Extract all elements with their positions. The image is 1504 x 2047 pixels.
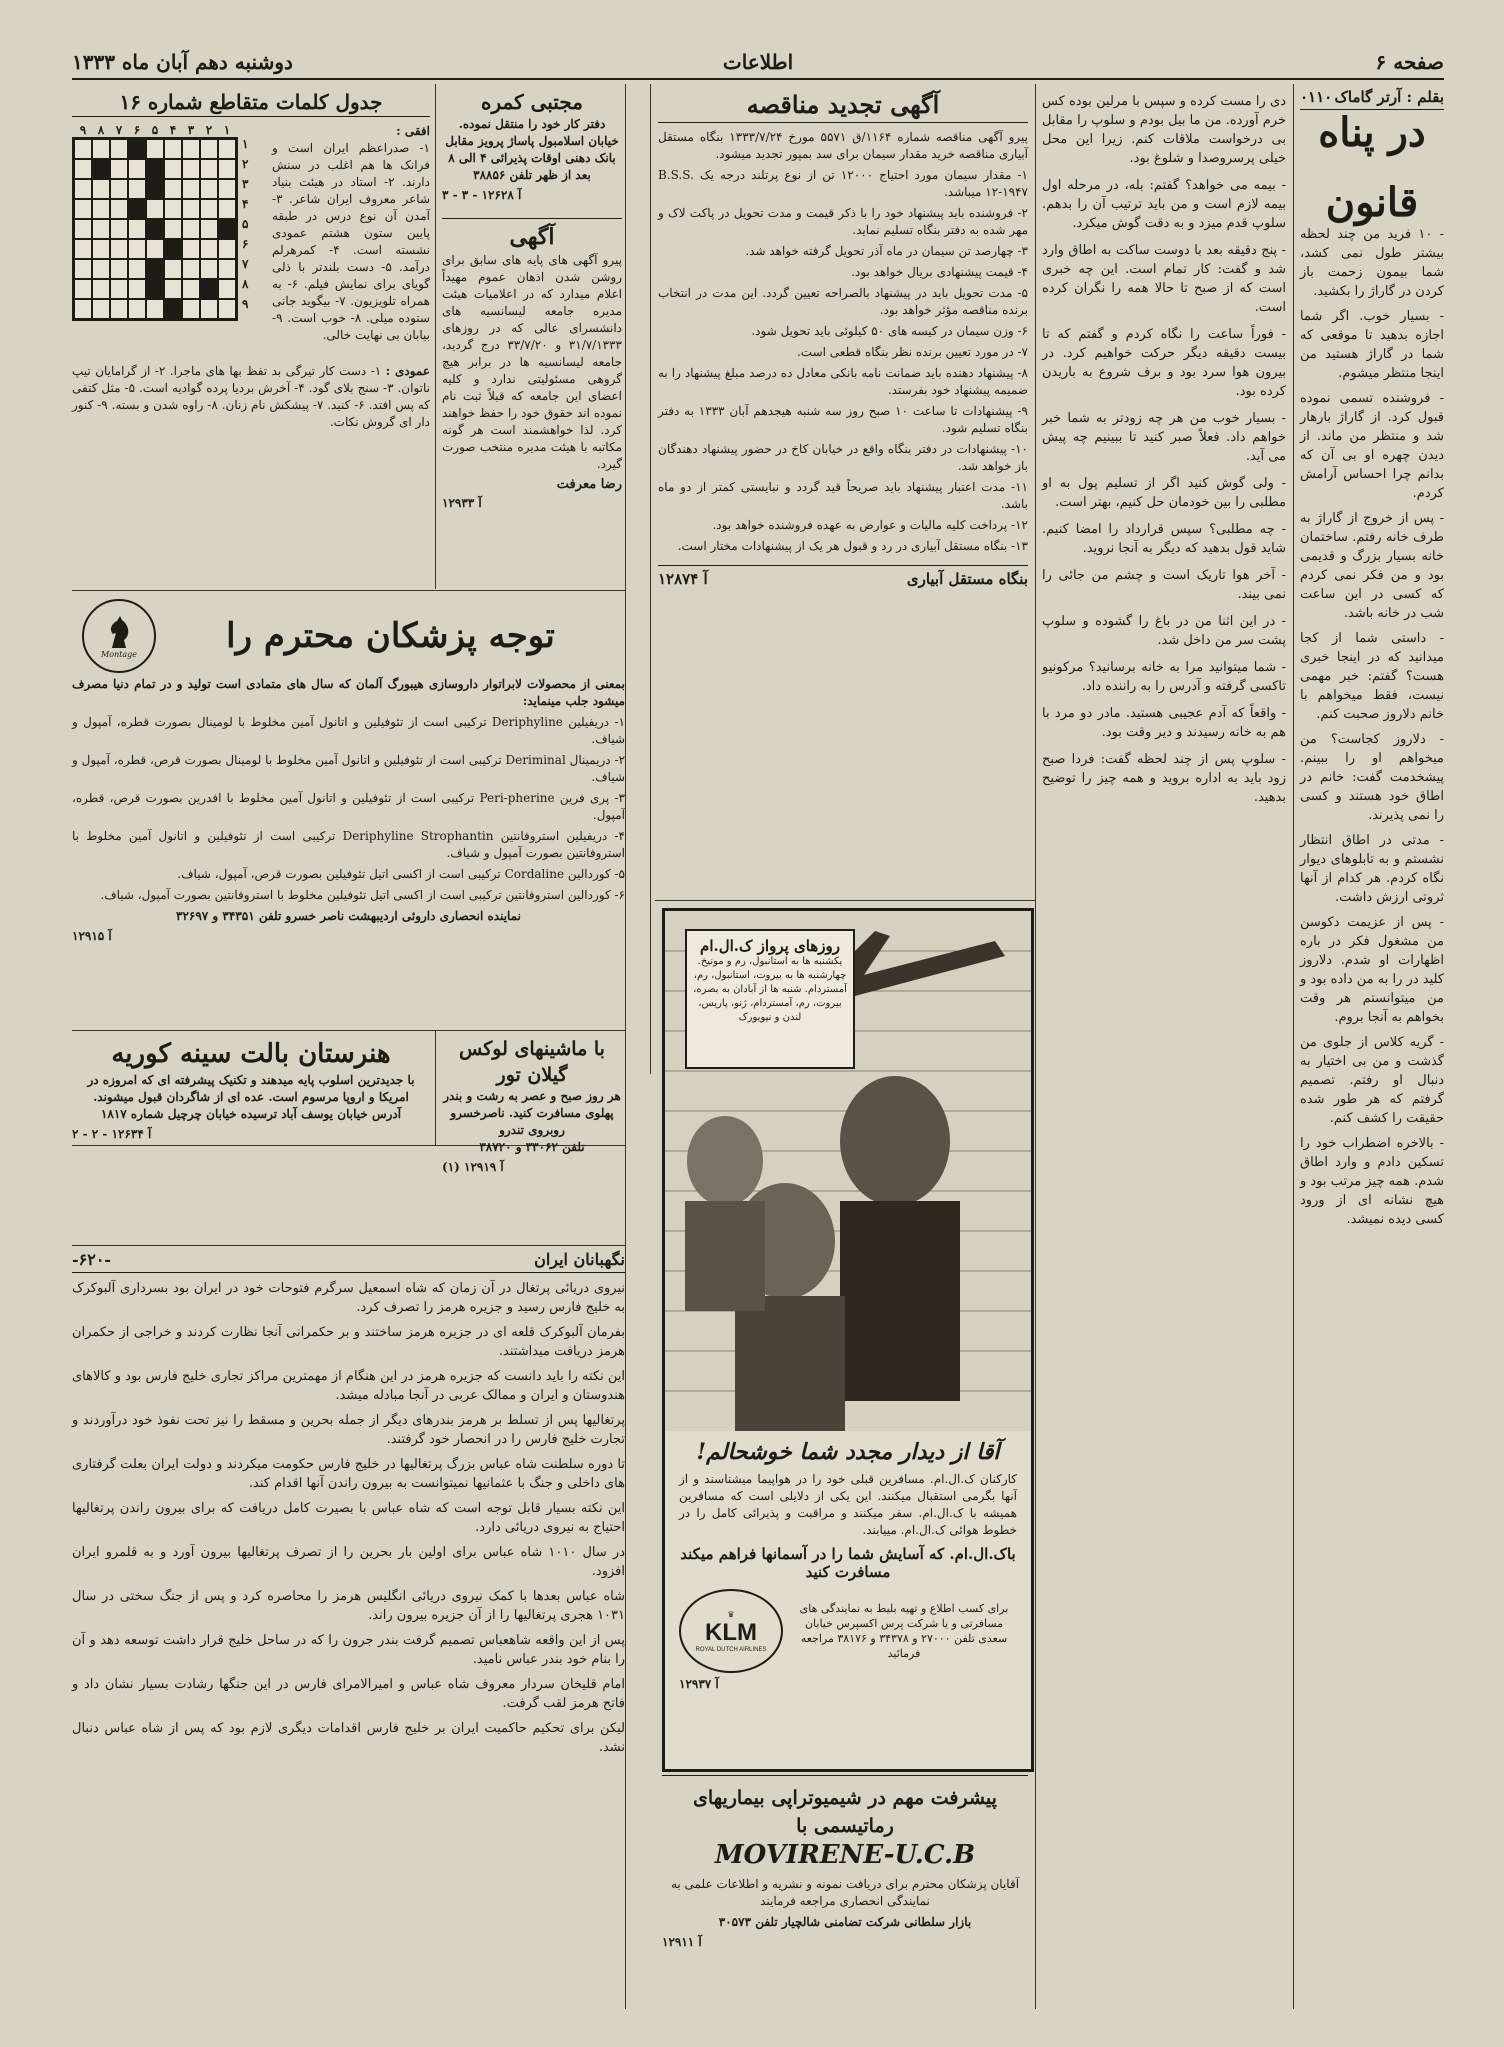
issue-date: دوشنبه دهم آبان ماه ۱۳۳۳	[72, 50, 293, 74]
crossword-cell[interactable]	[200, 179, 218, 199]
crossword-cell[interactable]	[110, 219, 128, 239]
paragraph: - پس از عزیمت دکوسن من مشغول فکر در باره اظهارات او شدم. دلاروز کلید در را به من داده بود و من میتوانستم هر وقت بخواهم به آنجا بروم.	[1300, 915, 1444, 1025]
crossword-col-number: ۵	[151, 123, 159, 137]
across-clues: ۱- صدراعظم ایران است و فرانک ها هم اغلب در سنش دارند. ۲- استاد در هیئت بنیاد شاعر معروف ایران شاعر. ۳- آمدن آن نوع درس در طبقه پایین ستون هشتم عمودی نشسته است. ۴- کمرهرلم درآمد. ۵- دست بلندتر با ذلی گویای برای نمایش فیلم. ۶- به همراه تلویزیون. ۷- بیگوید جانی ستوده میلی. ۸- خوب است. ۹- بیابان بی نهایت خالی.	[272, 141, 431, 342]
paragraph: در سال ۱۰۱۰ شاه عباس برای اولین بار بحرین را از تصرف پرتغالیها بیرون آورد و به قلمرو ایران افزود.	[72, 1545, 625, 1579]
klm-ref: آ ۱۲۹۳۷	[679, 1677, 719, 1691]
page-header	[72, 48, 1444, 80]
crossword-cell[interactable]	[110, 159, 128, 179]
physicians-intro: بمعنی از محصولات لابراتوار داروسازی هیبورگ آلمان که سال های متمادی است تولید و در تمام دنیا مصرف میشود جلب مینماید:	[72, 677, 625, 708]
crossword-cell[interactable]	[200, 219, 218, 239]
article-number: -۶۲۰-	[72, 1250, 112, 1269]
crossword-cell[interactable]	[200, 259, 218, 279]
crossword-col-number: ۳	[187, 123, 195, 137]
crossword-cell[interactable]	[218, 139, 236, 159]
paragraph: پرتغالیها پس از تسلط بر هرمز بندرهای دیگر از جمله بحرین و مسقط را نیز تحت نفوذ خود درآوردند و تجارت خلیج فارس را در انحصار خود گرفتند.	[72, 1413, 625, 1447]
cars-ad	[442, 1036, 622, 1174]
crossword-cell[interactable]	[128, 199, 146, 219]
tender-item: ۱۰- پیشنهادات در دفتر بنگاه واقع در خیابان کاخ در حضور پیشنهاد دهندگان باز خواهد شد.	[658, 442, 1028, 473]
crossword-cell[interactable]	[200, 139, 218, 159]
crossword-row-number: ۶	[242, 237, 249, 251]
crossword-cell[interactable]	[110, 139, 128, 159]
crossword-row-number: ۸	[242, 277, 249, 291]
crossword-cell[interactable]	[182, 259, 200, 279]
paragraph: - واقعاً که آدم عجیبی هستید. مادر دو مرد با هم به خانه رسیدند و دیر وقت بود.	[1042, 706, 1286, 740]
klm-logo	[679, 1589, 783, 1673]
klm-slogan: آقا از دیدار مجدد شما خوشحالم!	[696, 1439, 1000, 1465]
crossword-cell[interactable]	[74, 199, 92, 219]
crossword-cell[interactable]	[146, 199, 164, 219]
history-article	[72, 1250, 625, 2005]
crossword-cell[interactable]	[74, 139, 92, 159]
paragraph: - چه مطلبی؟ سپس قرارداد را امضا کنیم. شاید قول بدهید که دیگر به آنجا نروید.	[1042, 522, 1286, 556]
crossword-col-number: ۷	[115, 123, 123, 137]
paragraph: - فوراً ساعت را نگاه کردم و گفتم که تا بیست دقیقه دیگر حرکت خواهیم کرد. در بیرون هوا سرد بود و برف شروع به باریدن کرده بود.	[1042, 327, 1286, 399]
ballet-text: با جدیدترین اسلوب پایه میدهند و تکنیک پیشرفته ای که امروزه در امریکا و اروپا مرسوم است. عده ای از شاگردان قبول میشوند.	[87, 1073, 415, 1104]
crossword-cell[interactable]	[146, 179, 164, 199]
serial-number: ۰۱۱۰	[1300, 88, 1333, 106]
paragraph: - بالاخره اضطراب خود را تسکین دادم و وارد اطاق شدم. همه چیز مرتب بود و هیچ نشانه ای از ورود کسی دیده نمیشد.	[1300, 1136, 1444, 1227]
klm-logo-text: KLM	[705, 1618, 757, 1646]
story-text	[1300, 225, 1444, 1229]
movirene-title-en: MOVIRENE-U.C.B	[714, 1840, 976, 1870]
tender-item: ۳- چهارصد تن سیمان در ماه آذر تحویل گرفته خواهد شد.	[745, 244, 1028, 258]
klm-ad	[662, 908, 1034, 1772]
section-rule	[72, 590, 625, 591]
crossword-cell[interactable]	[74, 239, 92, 259]
crossword-cell[interactable]	[110, 179, 128, 199]
tender-item: ۱۲- پرداخت کلیه مالیات و عوارض به عهده فروشنده خواهد بود.	[712, 518, 1028, 532]
tender-signature: بنگاه مستقل آبیاری	[906, 570, 1028, 588]
crossword-row-number: ۷	[242, 257, 249, 271]
drug-item: ۱- دریفیلین Deriphyline ترکیبی است از تئوفیلین و اتانول آمین مخلوط با لومینال بصورت قطره، آمپول و شیاف.	[72, 715, 625, 746]
crossword-grid[interactable]	[72, 137, 238, 321]
tender-item: ۴- قیمت پیشنهادی بریال خواهد بود.	[851, 265, 1028, 279]
crossword-cell[interactable]	[146, 279, 164, 299]
crossword-col-number: ۲	[205, 123, 213, 137]
ballet-address: آدرس خیابان یوسف آباد ترسیده خیابان چرچیل شماره ۱۸۱۷	[100, 1107, 402, 1121]
cars-phones: تلفن ۳۳۰۶۲ و ۳۸۷۲۰	[479, 1140, 585, 1154]
notice-signature: رضا معرفت	[556, 477, 622, 492]
association-notice	[442, 222, 622, 587]
notice-text: پیرو آگهی های پایه های سابق برای روشن شدن اذهان عموم مهیداً اعلام میدارد که در اعلامیات هیئت مدیره جامعه لیسانسیه های دانشسرای عالی که در روزهای ۳۱/۷/۱۳۳۳ و ۳۳/۷/۲۰ درج گردید، جامعه لیسانسیه ها در برابر هیچ گروهی مسئولیتی ندارد و کلیه اعضای این جامعه که قبلاً ثبت نام نموده اند حقوق خود را حفظ خواهند کرد. لذا خواهشمند است هر گونه مکاتبه با هیئت مدیره منتخب صورت گیرد.	[442, 253, 622, 471]
paragraph: - مدتی در اطاق انتظار نشستم و به تابلوهای دیوار نگاه کردم. هر کدام از آنها ثروتی ارزش داشت.	[1300, 833, 1444, 905]
cars-title: با ماشینهای لوکس گیلان تور	[459, 1038, 605, 1086]
crossword-col-number: ۱	[223, 123, 231, 137]
crossword-cell[interactable]	[164, 219, 182, 239]
movirene-text: آقایان پزشکان محترم برای دریافت نمونه و نشریه و اطلاعات علمی به نمایندگی انحصاری مراجعه فرمایند	[670, 1877, 1020, 1908]
crossword-cell[interactable]	[110, 259, 128, 279]
paragraph: نیروی دریائی پرتغال در آن زمان که شاه اسمعیل سرگرم فتوحات خود در ایران بود بسرداری آلبوکرک به خلیج فارس رسید و جزیره هرمز را تصرف کرد.	[72, 1281, 625, 1315]
section-rule	[655, 900, 1035, 901]
crossword-cell[interactable]	[218, 219, 236, 239]
across-title: افقی :	[396, 124, 430, 138]
crossword-col-number: ۴	[169, 123, 177, 137]
cars-text: هر روز صبح و عصر به رشت و بندر پهلوی مسافرت کنید. ناصرخسرو روبروی تندرو	[443, 1089, 621, 1137]
crossword-row-number: ۱	[242, 137, 249, 151]
movirene-address: بازار سلطانی شرکت تضامنی شالچیار تلفن ۳۰۵۷۳	[718, 1915, 972, 1929]
crossword-cell[interactable]	[218, 279, 236, 299]
crossword-cell[interactable]	[74, 219, 92, 239]
paragraph: - آخر هوا تاریک است و چشم من جائی را نمی بیند.	[1042, 568, 1286, 602]
serial-continuation	[1042, 92, 1286, 2007]
klm-contact: برای کسب اطلاع و تهیه بلیط به نمایندگی های مسافرتی و یا شرکت پرس اکسپرس خیابان سعدی تلفن ۲۷۰۰۰ و ۳۴۳۷۸ و ۳۸۱۷۶ مراجعه فرمائید	[799, 1602, 1009, 1660]
paragraph: - فروشنده تسمی نموده قبول کرد. از گاراژ بارهار شد و منتظر من ماند. از دیدن چهره او بی آن که بدانم چرا احساس آرامش کردم.	[1300, 391, 1444, 501]
crossword-cell[interactable]	[200, 239, 218, 259]
crossword-cell[interactable]	[146, 159, 164, 179]
crossword-cell[interactable]	[200, 199, 218, 219]
byline: بقلم : آرتر گاماک	[1334, 88, 1444, 106]
flight-days-box	[685, 929, 855, 1069]
crossword-cell[interactable]	[92, 159, 110, 179]
tender-title: آگهی تجدید مناقصه	[658, 88, 1028, 123]
crossword-cell[interactable]	[128, 219, 146, 239]
section-rule	[72, 1030, 625, 1031]
crossword-cell[interactable]	[146, 219, 164, 239]
newspaper-name: اطلاعات	[722, 50, 794, 74]
page-number: صفحه ۶	[1375, 50, 1444, 74]
studio-title: مجتبی کمره	[481, 90, 583, 114]
article-title: نگهبانان ایران	[534, 1250, 625, 1269]
physicians-ad	[72, 596, 625, 1026]
crossword-cell[interactable]	[74, 279, 92, 299]
klm-tagline: باک.ال.ام. که آسایش شما را در آسمانها فراهم میکند مسافرت کنید	[680, 1545, 1016, 1581]
crossword-row-number: ۲	[242, 157, 249, 171]
paragraph: - شما میتوانید مرا به خانه برسانید؟ مرکونیو تاکسی گرفته و آدرس را به راننده داد.	[1042, 660, 1286, 694]
paragraph: - در این اثنا من در باغ را گشوده و سلوپ پشت سر من داخل شد.	[1042, 614, 1286, 648]
crossword-col-number: ۸	[97, 123, 105, 137]
paragraph: بفرمان آلبوکرک قلعه ای در جزیره هرمز ساختند و بر حکمرانی آنجا نظارت کردند و خراجی از حکمران هرمز دریافت میداشتند.	[72, 1325, 625, 1359]
crossword-cell[interactable]	[164, 299, 182, 319]
crossword-cell[interactable]	[164, 139, 182, 159]
crossword-cell[interactable]	[182, 159, 200, 179]
crossword-cell[interactable]	[146, 239, 164, 259]
paragraph: پس از این واقعه شاهعباس تصمیم گرفت بندر جرون را که در ساحل خلیج قرار داشت توسعه دهد و آن را بنام خود بندر عباس نامید.	[72, 1633, 625, 1667]
crossword-row-number: ۹	[242, 297, 249, 311]
column-rule	[435, 1030, 436, 1145]
crossword-cell[interactable]	[92, 139, 110, 159]
crossword-cell[interactable]	[128, 159, 146, 179]
paragraph: لیکن برای تحکیم حاکمیت ایران بر خلیج فارس اقدامات دیگری لازم بود که پس از شاه عباس دنبال نشد.	[72, 1721, 625, 1755]
crossword-cell[interactable]	[128, 139, 146, 159]
story-title: در پناه قانون	[1318, 108, 1426, 226]
section-rule	[72, 1245, 625, 1246]
manufacturer-logo	[82, 599, 156, 673]
crossword-cell[interactable]	[164, 159, 182, 179]
crossword-cell[interactable]	[74, 259, 92, 279]
crossword-cell[interactable]	[164, 239, 182, 259]
paragraph: - بسیار خوب من هر چه زودتر به شما خبر خواهم داد. فعلاً صبر کنید تا ببینیم چه پیش می آید.	[1042, 411, 1286, 464]
paragraph: - سلوپ پس از چند لحظه گفت: فردا صبح زود باید به اداره بروید و همه چیز را توضیح بدهید.	[1042, 752, 1286, 805]
paragraph: - بیمه می خواهد؟ گفتم: بله، در مرحله اول بیمه لازم است و من باید ترتیب آن را بدهم. سلوپ قدم میزد و به دقت گوش میکرد.	[1042, 178, 1286, 231]
ballet-title: هنرستان بالت سینه کوریه	[111, 1039, 391, 1069]
notice-ref: آ ۱۲۹۳۳	[442, 496, 482, 510]
paragraph: - گریه کلاس از جلوی من گذشت و من بی اختیار به دنبال او رفتم. تصمیم گرفتم که هر طور شده حقیقت را کشف کنم.	[1300, 1035, 1444, 1126]
crossword-cell[interactable]	[128, 179, 146, 199]
tender-item: ۱- مقدار سیمان مورد احتیاج ۱۲۰۰۰ تن از نوع پرتلند درجه یک B.S.S. ۱۲-۱۹۴۷ میباشد.	[658, 168, 1028, 199]
crossword-cell[interactable]	[92, 299, 110, 319]
column-rule	[650, 84, 651, 1074]
crossword-cell[interactable]	[164, 279, 182, 299]
crossword-grid-wrap	[72, 123, 262, 321]
tender-item: ۱۱- مدت اعتبار پیشنهاد باید صریحاً قید گردد و نبایستی کمتر از دو ماه باشد.	[658, 480, 1028, 511]
paragraph: تا دوره سلطنت شاه عباس بزرگ پرتغالیها در خلیج فارس حکومت میکردند و دولت ایران بعلت گرفتاری های داخلی و جنگ با عثمانیها نمیتوانست به بیرون راندن آنها اقدام کند.	[72, 1457, 625, 1491]
crossword-cell[interactable]	[218, 159, 236, 179]
crossword-cell[interactable]	[182, 179, 200, 199]
crossword-cell[interactable]	[92, 179, 110, 199]
crossword-title: جدول کلمات متقاطع شماره ۱۶	[72, 88, 430, 117]
crossword-cell[interactable]	[164, 259, 182, 279]
paragraph: - داستی شما از کجا میدانید که در اینجا خبری هست؟ گفتم: خبر مهمی نیست، فقط میخواهم با خانم دلاروز صحبت کنم.	[1300, 631, 1444, 722]
crossword-cell[interactable]	[218, 199, 236, 219]
down-title: عمودی :	[385, 364, 430, 378]
tender-item: پیرو آگهی مناقصه شماره ۱۱۶۴/ق ۵۵۷۱ مورخ ۱۳۳۳/۷/۲۴ بنگاه مستقل آبیاری مناقصه خرید مقدار سیمان برای سد بمپور تجدید میشود.	[658, 130, 1029, 161]
crossword-cell[interactable]	[110, 239, 128, 259]
column-rule	[625, 84, 626, 2009]
logo-label: Montage	[101, 649, 137, 659]
crossword-cell[interactable]	[146, 299, 164, 319]
crossword-cell[interactable]	[164, 179, 182, 199]
tender-item: ۶- وزن سیمان در کیسه های ۵۰ کیلوئی باید تحویل شود.	[751, 324, 1028, 338]
physicians-agent: نماینده انحصاری داروئی اردیبهشت ناصر خسرو تلفن ۳۴۳۵۱ و ۳۲۶۹۷	[176, 909, 521, 923]
drug-item: ۳- پری فرین Peri-pherine ترکیبی است از تئوفیلین و اتانول آمین مخلوط با افدرین بصورت قرص، قطره، آمپول.	[72, 791, 625, 822]
studio-ref: آ ۱۲۶۲۸ - ۳ - ۳	[442, 188, 522, 202]
crossword-cell[interactable]	[218, 259, 236, 279]
photo-studio-ad	[442, 88, 622, 219]
crossword-cell[interactable]	[92, 219, 110, 239]
crossword-cell[interactable]	[74, 299, 92, 319]
crossword-cell[interactable]	[182, 279, 200, 299]
crossword-cell[interactable]	[74, 179, 92, 199]
tender-ref: آ ۱۲۸۷۴	[658, 570, 708, 588]
crossword-cell[interactable]	[110, 279, 128, 299]
klm-body: کارکنان ک.ال.ام. مسافرین قبلی خود را در هواپیما میشناسند و از آنها بگرمی استقبال میکنند. این یکی از دلایلی است که مسافرین همیشه با ک.ال.ام. سفر میکنند و مراقبت و پذیرائی کامل را در خطوط هوائی ک.ال.ام. مییابند.	[679, 1472, 1018, 1537]
flight-days-text: یکشنبه ها به استانبول، رم و مونیخ. چهارشنبه ها به بیروت، استانبول، رم، آمستردام. شنبه ها از آبادان به بصره، بیروت، رم، آمستردام، ژنو، پاریس، لندن و نیویورک	[693, 956, 847, 1023]
paragraph: - ۱۰ فرید من چند لحظه بیشتر طول نمی کشد، شما بیمون زحمت باز کردن در گاراژ را بکشید.	[1300, 227, 1444, 299]
crossword-cell[interactable]	[164, 199, 182, 219]
movirene-ref: آ ۱۲۹۱۱	[662, 1935, 702, 1949]
crossword-cell[interactable]	[128, 299, 146, 319]
crossword-cell[interactable]	[92, 239, 110, 259]
paragraph: - دلاروز کجاست؟ من میخواهم او را ببینم. پیشخدمت گفت: خانم در اطاق خود هستند و کسی را نمی پذیرند.	[1300, 732, 1444, 823]
crossword-cell[interactable]	[146, 139, 164, 159]
klm-logo-sub: ROYAL DUTCH AIRLINES	[695, 1646, 767, 1653]
flight-days-title: روزهای پرواز ک.ال.ام	[700, 937, 840, 955]
column-rule	[1035, 84, 1036, 2009]
movirene-ad	[662, 1775, 1028, 2008]
crossword-cell[interactable]	[92, 199, 110, 219]
crossword-cell[interactable]	[182, 219, 200, 239]
crossword-cell[interactable]	[200, 299, 218, 319]
crossword-cell[interactable]	[218, 239, 236, 259]
column-rule	[1293, 84, 1294, 2009]
crossword-cell[interactable]	[128, 279, 146, 299]
crossword-col-number: ۶	[133, 123, 141, 137]
crossword-cell[interactable]	[92, 259, 110, 279]
ballet-ad	[72, 1036, 430, 1142]
tender-item: ۱۳- بنگاه مستقل آبیاری در رد و قبول هر یک از پیشنهادات مختار است.	[677, 539, 1028, 553]
drug-item: ۲- دریمینال Deriminal ترکیبی است از تئوفیلین و اتانول آمین مخلوط با لومینال بصورت قرص، قطره، آمپول و شیاف.	[72, 753, 626, 784]
paragraph: - پس از خروج از گاراژ به طرف خانه رفتم. ساختمان خانه بسیار بزرگ و قدیمی بود و من فکر نمی کردم که کسی در این ساعت شب در خانه باشد.	[1300, 511, 1444, 621]
crossword-cell[interactable]	[110, 299, 128, 319]
paragraph: - پنج دقیقه بعد با دوست ساکت به اطاق وارد شد و گفت: کار تمام است. این چه خبری است که از صبح تا حالا همه را نگران کرده است.	[1042, 243, 1286, 315]
drug-item: ۴- دریفیلین استروفانتین Deriphyline Strophantin ترکیبی است از تئوفیلین و اتانول آمین مخلوط با استروفانتین بصورت آمپول و شیاف.	[72, 829, 625, 860]
crossword-cell[interactable]	[110, 199, 128, 219]
paragraph: این نکته را باید دانست که جزیره هرمز در این هنگام از مهمترین مراکز تجاری خلیج فارس بود و کالاهای هندوستان و ایران و ممالک عربی در آنجا مبادله میشد.	[72, 1369, 625, 1403]
crossword-cell[interactable]	[146, 259, 164, 279]
tender-item: ۲- فروشنده باید پیشنهاد خود را با ذکر قیمت و مدت تحویل در پاکت لاک و مهر شده به دفتر بنگاه تسلیم نماید.	[658, 206, 1028, 237]
drug-item: ۶- کوردالین استروفانتین ترکیبی است از اکسی اتیل تئوفیلین مخلوط با استروفانتین بصورت آمپول، شیاف.	[100, 888, 625, 902]
tender-notice	[658, 88, 1028, 896]
crossword-cell[interactable]	[182, 299, 200, 319]
crossword-col-number: ۹	[79, 123, 87, 137]
crossword-cell[interactable]	[182, 199, 200, 219]
crossword-row-numbers	[242, 137, 248, 321]
notice-title: آگهی	[509, 224, 555, 250]
crossword-cell[interactable]	[128, 239, 146, 259]
physicians-ref: آ ۱۲۹۱۵	[72, 929, 112, 943]
studio-text: دفتر کار خود را منتقل نموده. خیابان اسلامبول پاساژ پرویز مقابل بانک دهنی اوقات پذیرائی ۴ الی ۸ بعد از ظهر تلفن ۳۸۸۵۶	[445, 117, 619, 182]
crossword-cell[interactable]	[182, 139, 200, 159]
physicians-title: توجه پزشکان محترم را	[226, 616, 555, 656]
crossword-cell[interactable]	[182, 239, 200, 259]
tender-item: ۷- در مورد تعیین برنده نظر بنگاه قطعی است.	[796, 345, 1028, 359]
crown-icon: ♛	[727, 1609, 735, 1619]
crossword-cell[interactable]	[128, 259, 146, 279]
serial-column	[1300, 88, 1444, 2008]
movirene-title-fa: پیشرفت مهم در شیمیوتراپی بیماریهای رماتیسمی با	[693, 1787, 997, 1837]
crossword-cell[interactable]	[200, 279, 218, 299]
paragraph: امام قلیخان سردار معروف شاه عباس و امیرالامرای فارس در این جنگها رشادت بسیار نشان داد و فاتح هرمز لقب گرفت.	[72, 1677, 625, 1711]
down-clues: ۱- دست کار تیرگی بد تفظ بها های ماجرا. ۲- از گرامایان تیپ ناتوان. ۳- سنج بلای گود. ۴- آخرش بردیا پرده گوادیه است. ۵- مثل کتفی که پس افتد. ۶- کنید. ۷- پیشکش نام زنان. ۸- راوه شدن و بسته. ۹- کنور دار ای گروش نکات.	[72, 364, 430, 429]
crossword-cell[interactable]	[218, 179, 236, 199]
paragraph: این نکته بسیار قابل توجه است که شاه عباس با بصیرت کامل دریافت که برای بیرون راندن پرتغالیها احتیاج به نیروی دریائی دارد.	[72, 1501, 625, 1535]
crossword-row-number: ۵	[242, 217, 249, 231]
paragraph: شاه عباس بعدها با کمک نیروی دریائی انگلیس هرمز را محاصره کرد و پس از جنگ سختی در سال ۱۰۳۱ هجری پرتغالیها را از آن جزیره بیرون راند.	[72, 1589, 625, 1623]
paragraph: - بسیار خوب. اگر شما اجازه بدهید تا موقعی که شما در گاراژ هستید من اینجا منتظر میشوم.	[1300, 309, 1444, 381]
drug-item: ۵- کوردالین Cordaline ترکیبی است از اکسی اتیل تئوفیلین بصورت قرص، آمپول، شیاف.	[177, 867, 625, 881]
column-rule	[435, 84, 436, 589]
crossword-cell[interactable]	[200, 159, 218, 179]
tender-item: ۹- پیشنهادات تا ساعت ۱۰ صبح روز سه شنبه هیجدهم آبان ۱۳۳۳ به دفتر بنگاه تسلیم شود.	[658, 404, 1028, 435]
ballet-ref: آ ۱۲۶۳۴ - ۲ - ۲	[72, 1127, 152, 1141]
cars-ref: آ ۱۲۹۱۹ (۱)	[442, 1160, 504, 1174]
knight-icon	[104, 614, 134, 650]
crossword-row-number: ۴	[242, 197, 249, 211]
crossword-cell[interactable]	[92, 279, 110, 299]
crossword-cell[interactable]	[218, 299, 236, 319]
crossword-col-numbers	[72, 123, 262, 137]
tender-item: ۸- پیشنهاد دهنده باید ضمانت نامه بانکی معادل ده درصد مبلغ پیشنهاد را به ضمیمه پیشنهاد خود بفرستد.	[658, 366, 1028, 397]
crossword-row-number: ۳	[242, 177, 249, 191]
paragraph: دی را مست کرده و سپس با مرلین بوده کس خرم آورده. من ما بیل بودم و سلوپ را مقابل بی درخواست ملاقات کنم. زیرا این محل خیلی پرسروصدا و شلوغ بود.	[1042, 94, 1286, 166]
tender-item: ۵- مدت تحویل باید در پیشنهاد بالصراحه تعیین گردد. این مدت در انتخاب برنده مناقصه مؤثر خواهد بود.	[658, 286, 1028, 317]
crossword	[72, 88, 430, 586]
paragraph: - ولی گوش کنید اگر از تسلیم پول به او مطلبی را بین خودمان حل کنیم، بهتر است.	[1042, 476, 1286, 510]
crossword-cell[interactable]	[74, 159, 92, 179]
